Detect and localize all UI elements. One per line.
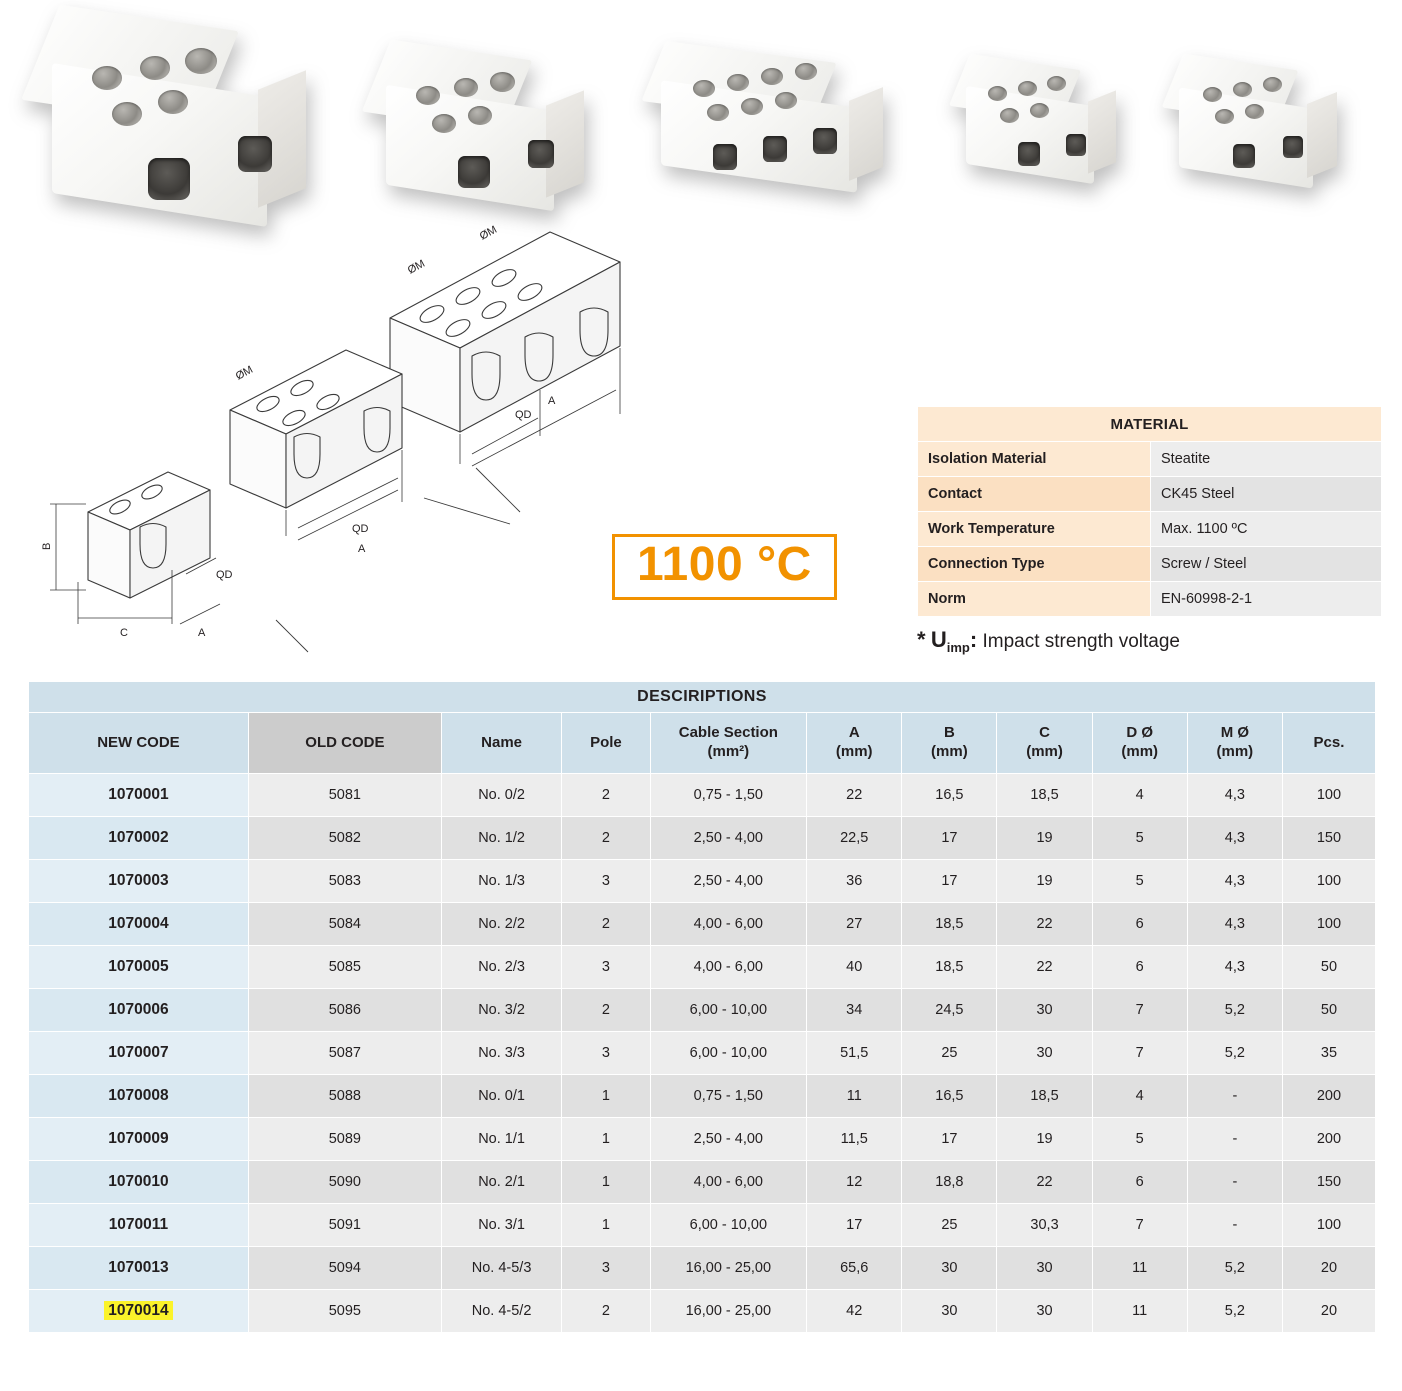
cell-cable-section: 6,00 - 10,00: [650, 1204, 807, 1247]
drawing-medium-block: [230, 350, 402, 652]
cell-c: 30: [997, 1032, 1092, 1075]
material-value-isolation: Steatite: [1151, 442, 1382, 477]
block-front-face: [52, 63, 267, 227]
uimp-star: *: [917, 627, 926, 652]
cell-cable-section: 0,75 - 1,50: [650, 1075, 807, 1118]
cell-old-code: 5088: [248, 1075, 441, 1118]
column-header-m-diameter: M Ø (mm): [1187, 713, 1282, 774]
screw-hole-icon: [741, 98, 763, 115]
cable-entry-icon: [458, 156, 490, 188]
cable-entry-icon: [1233, 144, 1255, 168]
cell-new-code: 1070003: [29, 860, 249, 903]
table-row: [29, 1032, 1376, 1075]
product-photo-block-2pole-medium: [368, 50, 583, 215]
screw-hole-icon: [1000, 108, 1019, 123]
uimp-symbol: U: [930, 627, 947, 652]
cell-old-code: 5094: [248, 1247, 441, 1290]
cell-new-code: 1070009: [29, 1118, 249, 1161]
cell-m: 4,3: [1187, 860, 1282, 903]
column-header-old-code: OLD CODE: [248, 713, 441, 774]
table-row: [29, 946, 1376, 989]
cell-c: 22: [997, 1161, 1092, 1204]
uimp-footnote: [917, 627, 1180, 655]
cell-cable-section: 16,00 - 25,00: [650, 1290, 807, 1333]
cell-pole: 2: [562, 903, 650, 946]
cell-cable-section: 16,00 - 25,00: [650, 1247, 807, 1290]
cell-m: -: [1187, 1204, 1282, 1247]
cell-m: -: [1187, 1161, 1282, 1204]
cell-name: No. 0/2: [441, 774, 561, 817]
cable-entry-icon: [1283, 136, 1303, 158]
screw-hole-icon: [140, 56, 170, 80]
cell-pcs: 200: [1282, 1118, 1375, 1161]
cell-c: 19: [997, 1118, 1092, 1161]
dim-label-om: ØM: [233, 363, 256, 383]
screw-hole-icon: [1233, 82, 1252, 97]
cell-name: No. 2/1: [441, 1161, 561, 1204]
cell-d: 5: [1092, 860, 1187, 903]
cell-new-code-highlighted: [29, 1290, 249, 1333]
screw-hole-icon: [454, 78, 478, 97]
column-header-d-diameter: D Ø (mm): [1092, 713, 1187, 774]
cell-new-code: 1070008: [29, 1075, 249, 1118]
cell-new-code: 1070006: [29, 989, 249, 1032]
column-header-pcs: Pcs.: [1282, 713, 1375, 774]
cell-b: 30: [902, 1290, 997, 1333]
cell-name: No. 4-5/3: [441, 1247, 561, 1290]
cable-entry-icon: [528, 140, 554, 168]
material-value-work-temperature: Max. 1100 ºC: [1151, 512, 1382, 547]
uimp-subscript: imp: [946, 639, 970, 655]
table-row: [29, 1118, 1376, 1161]
cell-cable-section: 2,50 - 4,00: [650, 1118, 807, 1161]
cell-m: 4,3: [1187, 817, 1282, 860]
screw-hole-icon: [1263, 77, 1282, 92]
cell-pcs: 50: [1282, 946, 1375, 989]
cell-pole: 2: [562, 817, 650, 860]
cell-a: 27: [807, 903, 902, 946]
material-key-norm: Norm: [918, 582, 1151, 617]
drawing-large-block: [390, 232, 620, 524]
cell-c: 30: [997, 1290, 1092, 1333]
cell-pcs: 100: [1282, 903, 1375, 946]
dim-label-a: A: [358, 543, 366, 555]
cell-old-code: 5085: [248, 946, 441, 989]
cell-b: 16,5: [902, 774, 997, 817]
product-photo-strip: [0, 0, 1402, 240]
screw-hole-icon: [490, 72, 515, 92]
cell-pcs: 35: [1282, 1032, 1375, 1075]
cell-b: 25: [902, 1204, 997, 1247]
cell-b: 25: [902, 1032, 997, 1075]
cell-pole: 1: [562, 1204, 650, 1247]
cell-pcs: 150: [1282, 1161, 1375, 1204]
cell-cable-section: 0,75 - 1,50: [650, 774, 807, 817]
product-photo-block-small-a: [952, 62, 1117, 197]
cell-c: 19: [997, 817, 1092, 860]
material-value-norm: EN-60998-2-1: [1151, 582, 1382, 617]
dim-label-b: B: [41, 542, 53, 550]
block-side-face: [1088, 90, 1116, 173]
cell-m: 4,3: [1187, 774, 1282, 817]
screw-hole-icon: [1018, 81, 1037, 96]
cell-c: 30,3: [997, 1204, 1092, 1247]
screw-hole-icon: [112, 102, 142, 126]
cell-pole: 1: [562, 1075, 650, 1118]
cell-pole: 2: [562, 774, 650, 817]
cell-m: 5,2: [1187, 1290, 1282, 1333]
cable-entry-icon: [763, 136, 787, 162]
material-value-connection-type: Screw / Steel: [1151, 547, 1382, 582]
cell-d: 6: [1092, 903, 1187, 946]
table-row: [29, 1075, 1376, 1118]
product-photo-block-small-b: [1165, 62, 1340, 202]
material-row: [918, 442, 1382, 477]
cell-b: 24,5: [902, 989, 997, 1032]
cell-old-code: 5089: [248, 1118, 441, 1161]
cell-cable-section: 4,00 - 6,00: [650, 903, 807, 946]
block-side-face: [849, 87, 883, 181]
cell-new-code: 1070002: [29, 817, 249, 860]
cell-b: 17: [902, 1118, 997, 1161]
cell-old-code: 5081: [248, 774, 441, 817]
screw-hole-icon: [416, 86, 440, 105]
cell-cable-section: 2,50 - 4,00: [650, 817, 807, 860]
descriptions-body: [29, 774, 1376, 1333]
cell-old-code: 5086: [248, 989, 441, 1032]
dim-label-qd: QD: [515, 409, 532, 421]
product-photo-block-3pole: [645, 52, 885, 207]
cell-pcs: 200: [1282, 1075, 1375, 1118]
cell-a: 11,5: [807, 1118, 902, 1161]
cell-cable-section: 4,00 - 6,00: [650, 1161, 807, 1204]
cell-m: 4,3: [1187, 946, 1282, 989]
dim-label-qd: QD: [352, 523, 369, 535]
cell-a: 12: [807, 1161, 902, 1204]
screw-hole-icon: [158, 90, 188, 114]
cell-d: 4: [1092, 774, 1187, 817]
material-table-title: MATERIAL: [918, 407, 1382, 442]
screw-hole-icon: [1047, 76, 1066, 91]
table-row: [29, 1290, 1376, 1333]
screw-hole-icon: [185, 48, 217, 74]
cell-pole: 3: [562, 1247, 650, 1290]
cell-name: No. 1/1: [441, 1118, 561, 1161]
dim-label-a: A: [198, 627, 206, 639]
cell-a: 22: [807, 774, 902, 817]
material-row: [918, 477, 1382, 512]
table-row: [29, 860, 1376, 903]
column-header-new-code: NEW CODE: [29, 713, 249, 774]
cell-b: 18,5: [902, 903, 997, 946]
screw-hole-icon: [707, 104, 729, 121]
cell-a: 22,5: [807, 817, 902, 860]
highlighted-code: 1070014: [104, 1301, 172, 1320]
table-row: [29, 1204, 1376, 1247]
material-key-work-temperature: Work Temperature: [918, 512, 1151, 547]
cable-entry-icon: [713, 144, 737, 170]
technical-drawings: [20, 222, 680, 670]
cell-a: 65,6: [807, 1247, 902, 1290]
material-key-connection-type: Connection Type: [918, 547, 1151, 582]
cell-name: No. 1/3: [441, 860, 561, 903]
cell-old-code: 5091: [248, 1204, 441, 1247]
cell-name: No. 2/3: [441, 946, 561, 989]
cell-pole: 3: [562, 1032, 650, 1075]
dimension-drawings-svg: [20, 222, 680, 670]
cell-m: 5,2: [1187, 989, 1282, 1032]
column-header-pole: Pole: [562, 713, 650, 774]
cell-pcs: 20: [1282, 1247, 1375, 1290]
screw-hole-icon: [468, 106, 492, 125]
cell-cable-section: 6,00 - 10,00: [650, 989, 807, 1032]
cell-new-code: 1070011: [29, 1204, 249, 1247]
cell-pcs: 50: [1282, 989, 1375, 1032]
descriptions-title-row: [29, 682, 1376, 713]
cell-pcs: 150: [1282, 817, 1375, 860]
cell-a: 11: [807, 1075, 902, 1118]
screw-hole-icon: [1203, 87, 1222, 102]
cell-new-code: 1070005: [29, 946, 249, 989]
cell-name: No. 3/2: [441, 989, 561, 1032]
screw-hole-icon: [1245, 104, 1264, 119]
table-row: [29, 1247, 1376, 1290]
cell-old-code: 5082: [248, 817, 441, 860]
cell-old-code: 5090: [248, 1161, 441, 1204]
cell-m: 5,2: [1187, 1032, 1282, 1075]
table-row: [29, 1161, 1376, 1204]
cell-d: 6: [1092, 946, 1187, 989]
dim-label-om: ØM: [405, 257, 428, 277]
drawing-small-block: [50, 472, 220, 624]
descriptions-table: [28, 681, 1376, 1333]
cell-name: No. 4-5/2: [441, 1290, 561, 1333]
uimp-colon: :: [969, 627, 978, 652]
cell-d: 5: [1092, 817, 1187, 860]
cell-pole: 3: [562, 946, 650, 989]
material-key-isolation: Isolation Material: [918, 442, 1151, 477]
cell-name: No. 1/2: [441, 817, 561, 860]
cell-a: 51,5: [807, 1032, 902, 1075]
cell-cable-section: 2,50 - 4,00: [650, 860, 807, 903]
cell-d: 7: [1092, 1032, 1187, 1075]
cable-entry-icon: [148, 158, 190, 200]
dim-label-a: A: [548, 395, 556, 407]
cell-name: No. 3/1: [441, 1204, 561, 1247]
screw-hole-icon: [432, 114, 456, 133]
cell-b: 30: [902, 1247, 997, 1290]
cell-pole: 1: [562, 1161, 650, 1204]
material-table: [917, 406, 1382, 617]
column-header-b: B (mm): [902, 713, 997, 774]
cell-d: 11: [1092, 1247, 1187, 1290]
cell-new-code: 1070001: [29, 774, 249, 817]
cell-m: -: [1187, 1075, 1282, 1118]
cell-c: 18,5: [997, 1075, 1092, 1118]
cell-c: 30: [997, 1247, 1092, 1290]
descriptions-title: DESCIRIPTIONS: [29, 682, 1376, 713]
material-key-contact: Contact: [918, 477, 1151, 512]
cell-cable-section: 6,00 - 10,00: [650, 1032, 807, 1075]
screw-hole-icon: [775, 92, 797, 109]
cell-a: 40: [807, 946, 902, 989]
cell-old-code: 5095: [248, 1290, 441, 1333]
cell-c: 19: [997, 860, 1092, 903]
cell-old-code: 5087: [248, 1032, 441, 1075]
column-header-name: Name: [441, 713, 561, 774]
cell-c: 22: [997, 946, 1092, 989]
cell-b: 17: [902, 860, 997, 903]
cell-pcs: 100: [1282, 1204, 1375, 1247]
dim-label-om: ØM: [477, 223, 500, 243]
cell-d: 7: [1092, 989, 1187, 1032]
cell-b: 18,5: [902, 946, 997, 989]
table-row: [29, 817, 1376, 860]
column-header-c: C (mm): [997, 713, 1092, 774]
block-side-face: [1307, 92, 1337, 178]
screw-hole-icon: [1030, 103, 1049, 118]
cell-b: 17: [902, 817, 997, 860]
table-row: [29, 903, 1376, 946]
screw-hole-icon: [761, 68, 783, 85]
screw-hole-icon: [1215, 109, 1234, 124]
cell-d: 6: [1092, 1161, 1187, 1204]
cell-old-code: 5083: [248, 860, 441, 903]
cell-pcs: 100: [1282, 774, 1375, 817]
cell-a: 17: [807, 1204, 902, 1247]
cell-pole: 2: [562, 989, 650, 1032]
cell-m: 4,3: [1187, 903, 1282, 946]
cable-entry-icon: [813, 128, 837, 154]
cell-d: 5: [1092, 1118, 1187, 1161]
screw-hole-icon: [693, 80, 715, 97]
screw-hole-icon: [92, 66, 122, 90]
cell-pcs: 20: [1282, 1290, 1375, 1333]
product-photo-block-2pole-large: [30, 18, 305, 228]
cell-new-code: 1070010: [29, 1161, 249, 1204]
screw-hole-icon: [727, 74, 749, 91]
cell-new-code: 1070004: [29, 903, 249, 946]
cell-c: 22: [997, 903, 1092, 946]
column-header-a: A (mm): [807, 713, 902, 774]
cell-d: 7: [1092, 1204, 1187, 1247]
cell-a: 42: [807, 1290, 902, 1333]
cell-m: 5,2: [1187, 1247, 1282, 1290]
cell-name: No. 0/1: [441, 1075, 561, 1118]
cell-pcs: 100: [1282, 860, 1375, 903]
cell-pole: 2: [562, 1290, 650, 1333]
cell-b: 16,5: [902, 1075, 997, 1118]
cell-name: No. 3/3: [441, 1032, 561, 1075]
cable-entry-icon: [1066, 134, 1086, 156]
cell-cable-section: 4,00 - 6,00: [650, 946, 807, 989]
cell-d: 11: [1092, 1290, 1187, 1333]
dim-label-qd: QD: [216, 569, 233, 581]
material-row: [918, 547, 1382, 582]
material-row: [918, 582, 1382, 617]
table-row: [29, 774, 1376, 817]
cell-old-code: 5084: [248, 903, 441, 946]
material-header-row: [918, 407, 1382, 442]
descriptions-header-row: [29, 713, 1376, 774]
cell-b: 18,8: [902, 1161, 997, 1204]
screw-hole-icon: [988, 86, 1007, 101]
dim-label-c: C: [120, 627, 128, 639]
cell-new-code: 1070007: [29, 1032, 249, 1075]
cell-pole: 1: [562, 1118, 650, 1161]
cell-new-code: 1070013: [29, 1247, 249, 1290]
cell-d: 4: [1092, 1075, 1187, 1118]
cell-c: 18,5: [997, 774, 1092, 817]
temperature-badge: 1100 °C: [612, 534, 837, 600]
cell-pole: 3: [562, 860, 650, 903]
column-header-cable-section: Cable Section (mm²): [650, 713, 807, 774]
material-value-contact: CK45 Steel: [1151, 477, 1382, 512]
screw-hole-icon: [795, 63, 817, 80]
cell-name: No. 2/2: [441, 903, 561, 946]
table-row: [29, 989, 1376, 1032]
cell-c: 30: [997, 989, 1092, 1032]
cell-a: 34: [807, 989, 902, 1032]
cable-entry-icon: [238, 136, 272, 172]
uimp-text: Impact strength voltage: [982, 631, 1180, 652]
cell-m: -: [1187, 1118, 1282, 1161]
cell-a: 36: [807, 860, 902, 903]
cable-entry-icon: [1018, 142, 1040, 166]
material-row: [918, 512, 1382, 547]
